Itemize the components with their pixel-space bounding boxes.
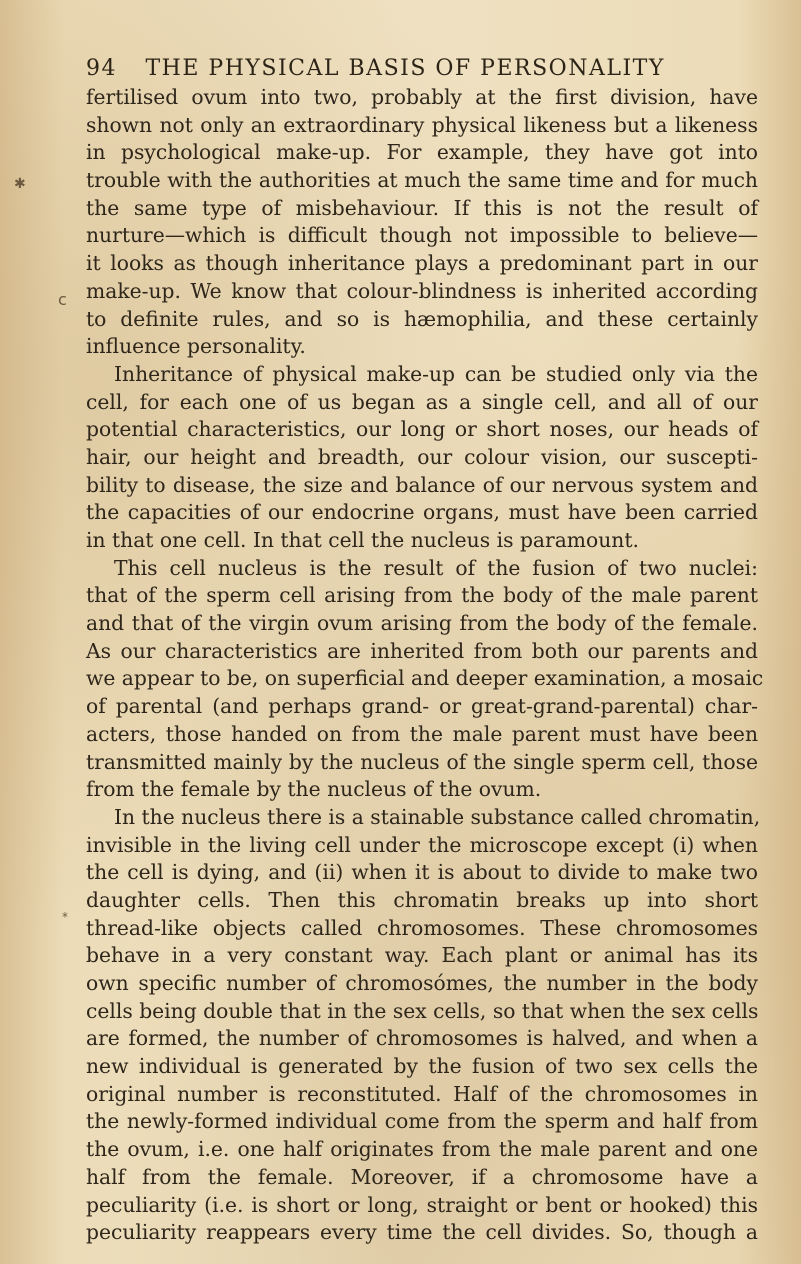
text-line: hair, our height and breadth, our colour vision, our suscepti- xyxy=(86,444,758,469)
text-line: new individual is generated by the fusion of two sex cells the xyxy=(86,1054,758,1079)
text-line: make-up. We know that colour-blindness is inherited according xyxy=(86,278,758,303)
text-line: As our characteristics are inherited from both our parents and xyxy=(86,638,758,663)
text-line: in psychological make-up. For example, they have got into xyxy=(86,140,758,165)
text-line: cell, for each one of us began as a single cell, and all of our xyxy=(86,389,758,414)
text-line: from the female by the nucleus of the ovum. xyxy=(86,777,542,802)
text-line: the newly-formed individual come from the sperm and half from xyxy=(86,1109,758,1134)
text-line: This cell nucleus is the result of the fusion of two nuclei: xyxy=(114,555,758,580)
margin-mark: ✱ xyxy=(14,176,26,192)
page-header xyxy=(86,56,706,81)
text-line: the cell is dying, and (ii) when it is about to divide to make two xyxy=(86,860,758,885)
text-line: shown not only an extraordinary physical likeness but a likeness xyxy=(86,112,758,137)
text-line: influence personality. xyxy=(86,334,306,359)
margin-mark: c xyxy=(58,290,67,309)
text-line: are formed, the number of chromosomes is halved, and when a xyxy=(86,1026,758,1051)
text-line: in that one cell. In that cell the nucleus is paramount. xyxy=(86,528,639,552)
text-line: the same type of misbehaviour. If this is not the result of xyxy=(86,195,758,220)
text-line: thread-like objects called chromosomes. These chromosomes xyxy=(86,915,758,940)
text-line: In the nucleus there is a stainable substance called chromatin, xyxy=(114,804,761,829)
margin-mark: * xyxy=(62,910,68,924)
text-line: Inheritance of physical make-up can be studied only via the xyxy=(114,361,758,386)
text-line: transmitted mainly by the nucleus of the single sperm cell, those xyxy=(86,749,758,774)
text-line: potential characteristics, our long or short noses, our heads of xyxy=(86,417,758,442)
text-line: of parental (and perhaps grand- or great-grand-parental) char- xyxy=(86,694,758,719)
text-line: behave in a very constant way. Each plant or animal has its xyxy=(86,943,758,968)
text-line: own specific number of chromosómes, the number in the body xyxy=(86,971,758,995)
text-line: to definite rules, and so is hæmophilia, and these certainly xyxy=(86,306,758,331)
text-line: acters, those handed on from the male parent must have been xyxy=(86,721,758,746)
text-line: nurture—which is difficult though not impossible to believe— xyxy=(86,223,758,248)
text-line: bility to disease, the size and balance of our nervous system and xyxy=(86,472,758,497)
text-line: peculiarity reappears every time the cell divides. So, though a xyxy=(86,1220,758,1245)
text-line: fertilised ovum into two, probably at the first division, have xyxy=(86,85,758,109)
text-line: it looks as though inheritance plays a predominant part in our xyxy=(86,251,758,276)
body-text xyxy=(86,84,776,1247)
text-line: and that of the virgin ovum arising from the body of the female. xyxy=(86,611,758,636)
text-line: daughter cells. Then this chromatin breaks up into short xyxy=(86,887,758,912)
text-line: that of the sperm cell arising from the body of the male parent xyxy=(86,583,758,608)
page-number: 94 xyxy=(86,56,117,81)
text-line: we appear to be, on superficial and deeper examination, a mosaic xyxy=(86,666,764,691)
text-line: the capacities of our endocrine organs, must have been carried xyxy=(86,500,758,525)
text-line: peculiarity (i.e. is short or long, straight or bent or hooked) this xyxy=(86,1192,758,1217)
text-line: original number is reconstituted. Half of the chromosomes in xyxy=(86,1081,758,1106)
text-line: half from the female. Moreover, if a chromosome have a xyxy=(86,1164,758,1189)
text-line: invisible in the living cell under the microscope except (i) when xyxy=(86,832,758,857)
text-line: the ovum, i.e. one half originates from the male parent and one xyxy=(86,1137,758,1162)
running-title: THE PHYSICAL BASIS OF PERSONALITY xyxy=(145,56,665,81)
text-line: cells being double that in the sex cells, so that when the sex cells xyxy=(86,998,759,1023)
text-line: trouble with the authorities at much the same time and for much xyxy=(86,168,758,193)
